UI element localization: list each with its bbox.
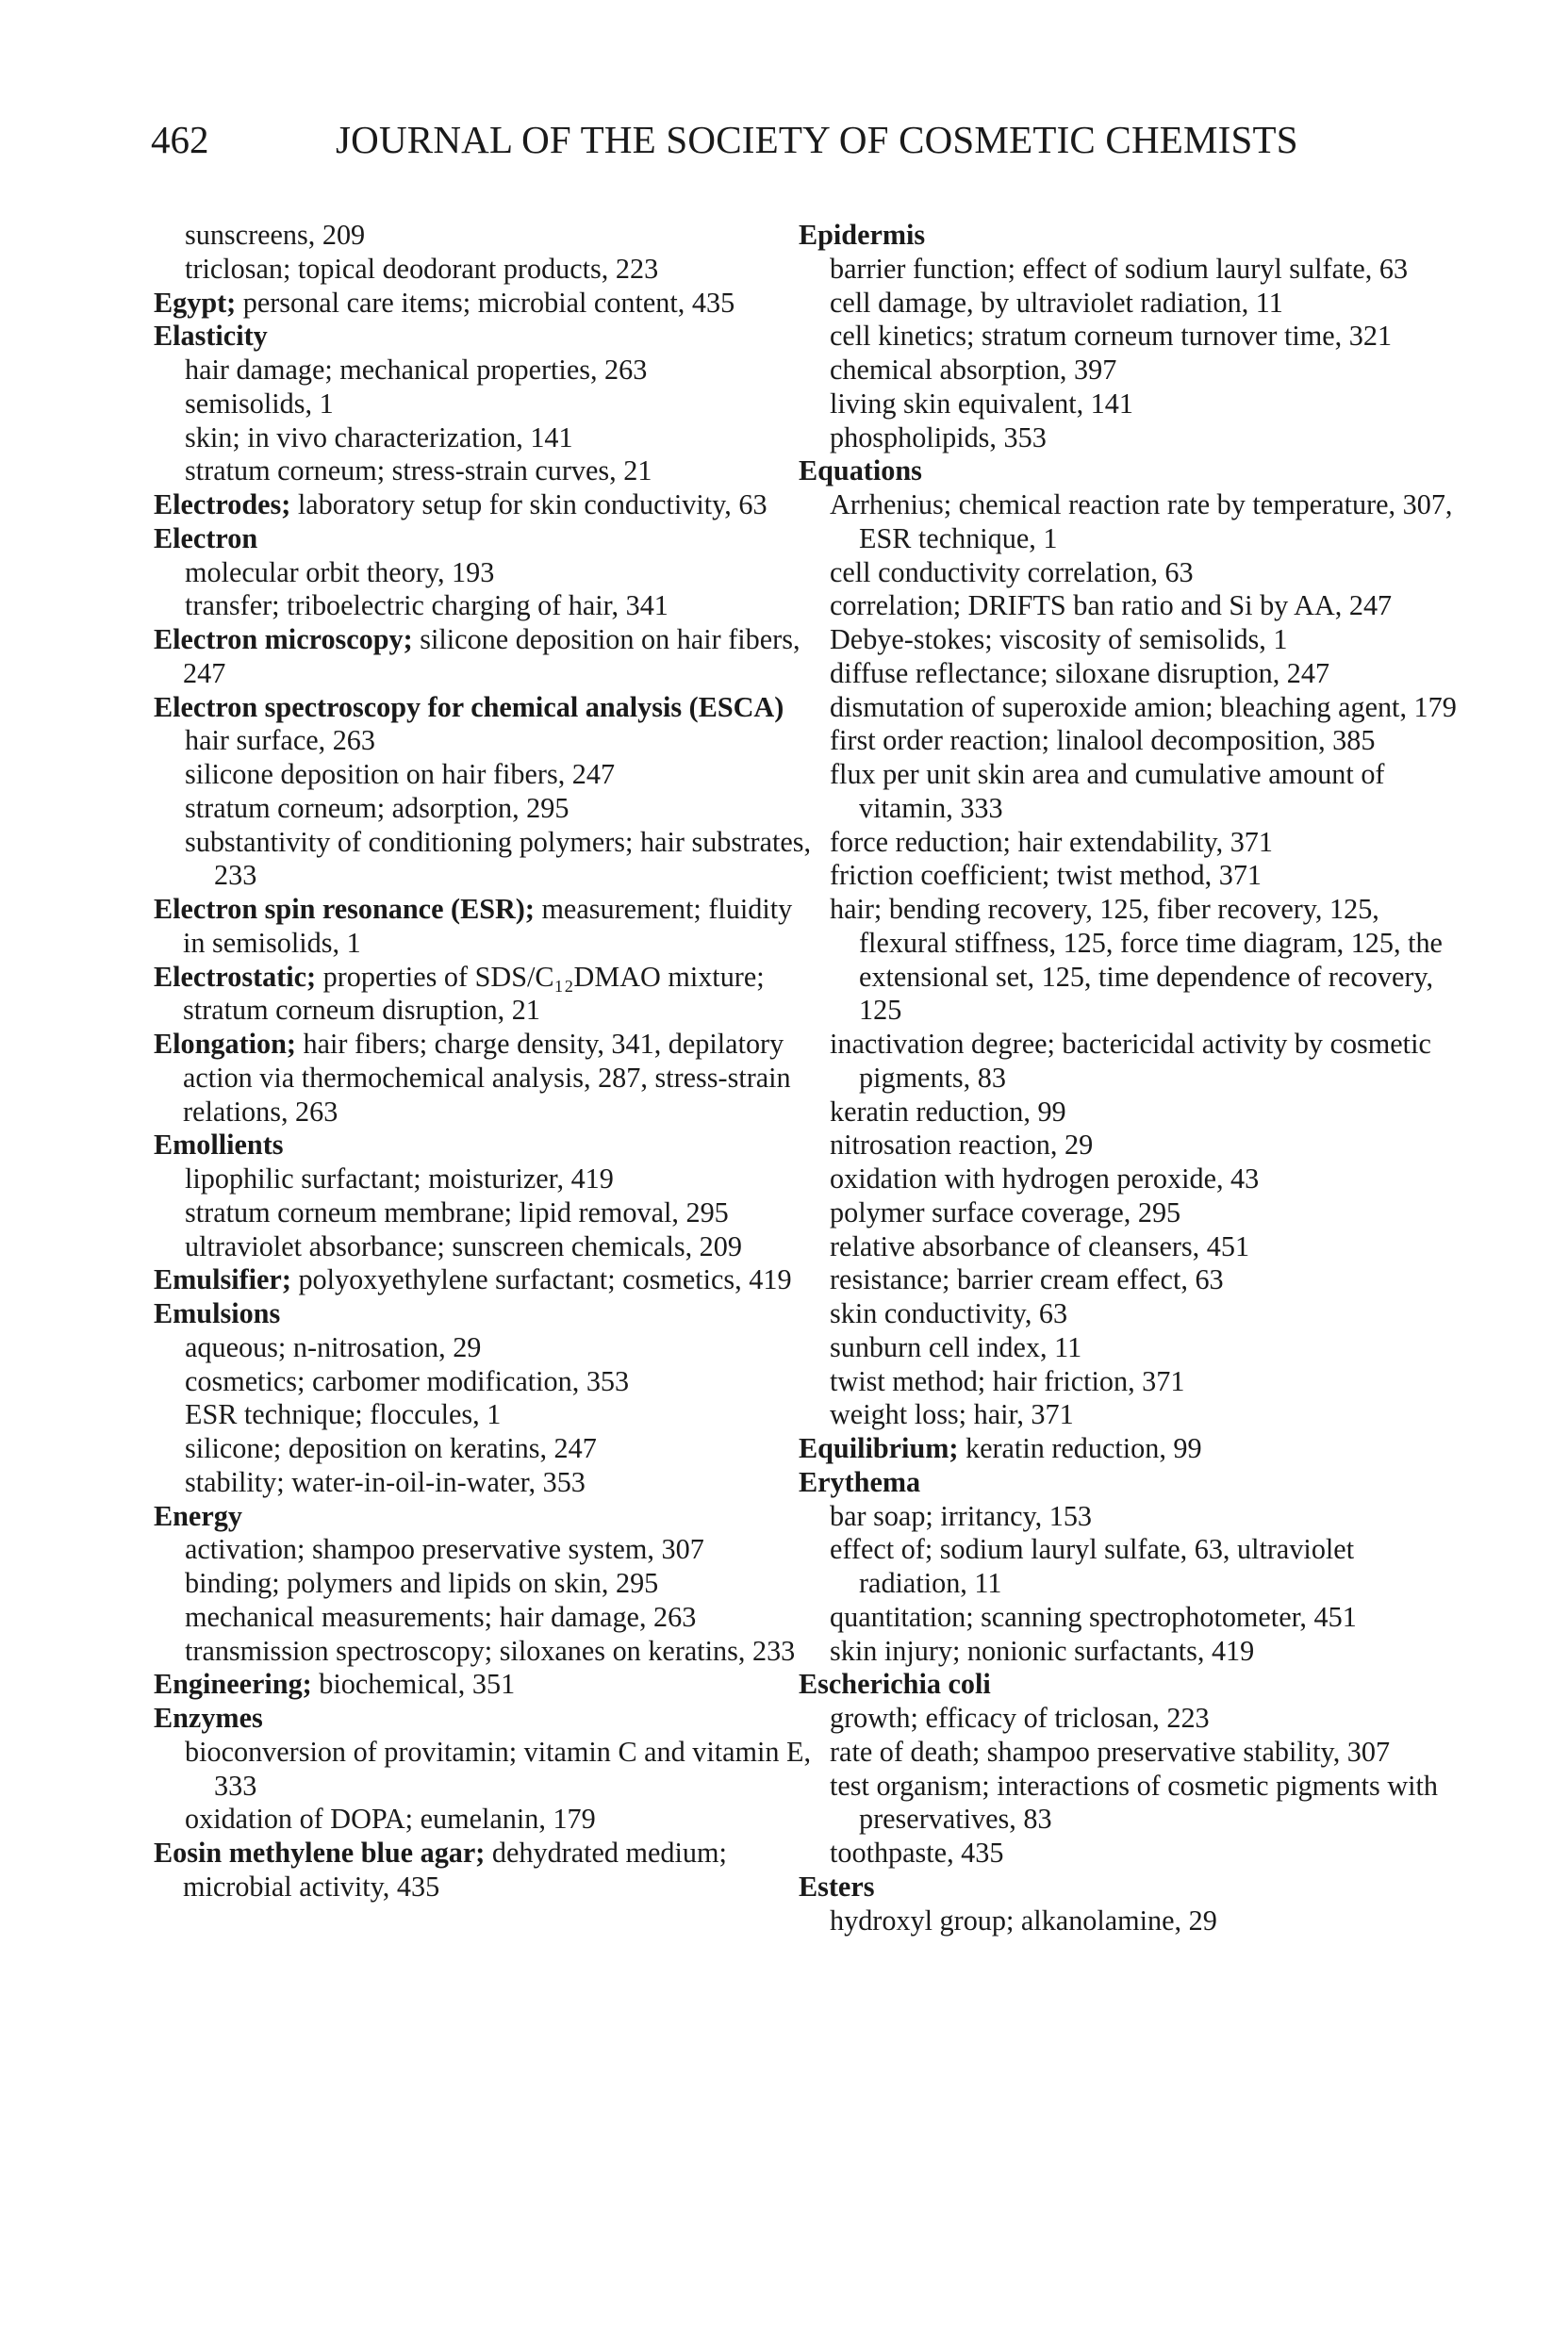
index-text: cell conductivity correlation, 63 bbox=[830, 555, 1194, 588]
index-text: friction coefficient; twist method, 371 bbox=[830, 859, 1263, 892]
index-subentry bbox=[154, 1601, 814, 1635]
index-text: living skin equivalent, 141 bbox=[830, 387, 1133, 420]
index-text: cosmetics; carbomer modification, 353 bbox=[185, 1364, 630, 1397]
index-text: mechanical measurements; hair damage, 263 bbox=[185, 1600, 697, 1633]
index-subentry bbox=[799, 826, 1459, 860]
index-subentry bbox=[799, 488, 1459, 556]
index-entry bbox=[154, 488, 814, 522]
index-term: Egypt; bbox=[154, 286, 237, 319]
index-text: rate of death; shampoo preservative stability, 307 bbox=[830, 1735, 1391, 1768]
index-subentry bbox=[799, 1096, 1459, 1129]
index-text: sunscreens, 209 bbox=[185, 219, 366, 251]
index-text: force reduction; hair extendability, 371 bbox=[830, 825, 1273, 858]
index-term: Electron spectroscopy for chemical analysis (ESCA) bbox=[154, 690, 784, 723]
index-subentry bbox=[799, 1837, 1459, 1871]
index-subentry bbox=[799, 589, 1459, 623]
index-text: flux per unit skin area and cumulative amount of vitamin, 333 bbox=[830, 758, 1385, 824]
index-entry bbox=[154, 1702, 814, 1736]
index-text: chemical absorption, 397 bbox=[830, 354, 1117, 386]
index-subentry bbox=[154, 758, 814, 792]
index-text: resistance; barrier cream effect, 63 bbox=[830, 1263, 1224, 1296]
index-subentry bbox=[799, 287, 1459, 321]
index-subentry bbox=[154, 421, 814, 455]
index-text: substantivity of conditioning polymers; hair substrates, 233 bbox=[185, 825, 812, 892]
index-entry bbox=[154, 522, 814, 556]
index-entry bbox=[154, 1028, 814, 1129]
index-subentry bbox=[799, 724, 1459, 758]
index-subentry bbox=[799, 893, 1459, 1028]
index-entry bbox=[154, 1129, 814, 1162]
index-entry bbox=[154, 320, 814, 354]
index-subentry bbox=[154, 1398, 814, 1432]
index-subentry bbox=[799, 1904, 1459, 1938]
index-subentry bbox=[799, 623, 1459, 657]
index-text: stratum corneum membrane; lipid removal, 295 bbox=[185, 1195, 729, 1228]
index-subentry bbox=[799, 758, 1459, 826]
index-entry bbox=[154, 1837, 814, 1904]
index-subentry bbox=[799, 253, 1459, 287]
index-term: Engineering; bbox=[154, 1668, 312, 1701]
index-term: Emulsifier; bbox=[154, 1263, 291, 1296]
index-text: inactivation degree; bactericidal activity by cosmetic pigments, 83 bbox=[830, 1028, 1431, 1094]
index-text: keratin reduction, 99 bbox=[830, 1095, 1066, 1128]
index-term: Equilibrium; bbox=[799, 1432, 959, 1464]
index-subentry bbox=[799, 691, 1459, 725]
index-text: hair fibers; charge density, 341, depilatory action via thermochemical analysis, 287, stress-strain relations, 263 bbox=[183, 1028, 791, 1128]
index-subentry bbox=[799, 1500, 1459, 1534]
index-subentry bbox=[799, 1702, 1459, 1736]
index-term: Eosin methylene blue agar; bbox=[154, 1837, 486, 1869]
index-subentry bbox=[154, 792, 814, 826]
index-term: Epidermis bbox=[799, 219, 926, 251]
index-subentry bbox=[799, 1736, 1459, 1770]
index-subentry bbox=[799, 1635, 1459, 1669]
index-subentry bbox=[154, 1196, 814, 1230]
index-text: personal care items; microbial content, 435 bbox=[236, 286, 735, 319]
index-term: Electron microscopy; bbox=[154, 623, 413, 655]
index-text: first order reaction; linalool decomposition, 385 bbox=[830, 724, 1376, 757]
index-subentry bbox=[799, 1331, 1459, 1365]
index-text: transmission spectroscopy; siloxanes on keratins, 233 bbox=[185, 1634, 796, 1667]
index-text: triclosan; topical deodorant products, 223 bbox=[185, 252, 659, 285]
index-entry bbox=[154, 961, 814, 1029]
index-subentry bbox=[154, 1567, 814, 1601]
index-text: stratum corneum; stress-strain curves, 21 bbox=[185, 454, 652, 487]
index-subentry bbox=[799, 859, 1459, 893]
index-term: Electron bbox=[154, 521, 258, 554]
index-term: Esters bbox=[799, 1870, 875, 1903]
index-text: aqueous; n-nitrosation, 29 bbox=[185, 1330, 482, 1363]
index-entry bbox=[799, 219, 1459, 253]
index-term: Emulsions bbox=[154, 1297, 281, 1329]
index-text: silicone deposition on hair fibers, 247 bbox=[183, 623, 801, 689]
index-column-left bbox=[154, 219, 814, 1904]
index-subentry bbox=[799, 1162, 1459, 1196]
index-text: polyoxyethylene surfactant; cosmetics, 419 bbox=[290, 1263, 792, 1296]
index-subentry bbox=[799, 387, 1459, 421]
index-column-right bbox=[799, 219, 1459, 1937]
index-text: binding; polymers and lipids on skin, 295 bbox=[185, 1567, 659, 1599]
journal-title: JOURNAL OF THE SOCIETY OF COSMETIC CHEMISTS bbox=[336, 118, 1298, 161]
index-entry bbox=[154, 623, 814, 691]
index-term: Equations bbox=[799, 454, 922, 487]
index-subentry bbox=[154, 454, 814, 488]
index-subentry bbox=[799, 1398, 1459, 1432]
index-text: keratin reduction, 99 bbox=[958, 1432, 1202, 1464]
index-subentry bbox=[799, 320, 1459, 354]
index-text: cell kinetics; stratum corneum turnover time, 321 bbox=[830, 320, 1393, 353]
index-text: activation; shampoo preservative system, 307 bbox=[185, 1533, 704, 1566]
index-subentry bbox=[154, 253, 814, 287]
index-text: measurement; fluidity in semisolids, 1 bbox=[183, 893, 793, 959]
index-subentry bbox=[799, 1533, 1459, 1601]
index-term: Electrodes; bbox=[154, 488, 291, 520]
index-text: hair surface, 263 bbox=[185, 724, 375, 757]
index-subentry bbox=[154, 556, 814, 590]
index-subentry bbox=[799, 1263, 1459, 1297]
index-term: Enzymes bbox=[154, 1702, 263, 1734]
index-subentry bbox=[154, 1365, 814, 1399]
index-text: nitrosation reaction, 29 bbox=[830, 1129, 1094, 1162]
index-subentry bbox=[154, 1162, 814, 1196]
index-text: twist method; hair friction, 371 bbox=[830, 1364, 1185, 1397]
index-subentry bbox=[799, 354, 1459, 387]
index-text: polymer surface coverage, 295 bbox=[830, 1195, 1181, 1228]
index-subentry bbox=[799, 1028, 1459, 1096]
index-term: Elongation; bbox=[154, 1028, 296, 1060]
index-entry bbox=[799, 1432, 1459, 1466]
index-subentry bbox=[799, 556, 1459, 590]
index-subentry bbox=[154, 1466, 814, 1500]
index-text: hair damage; mechanical properties, 263 bbox=[185, 354, 648, 386]
index-text: dehydrated medium; microbial activity, 435 bbox=[183, 1837, 727, 1903]
index-text: molecular orbit theory, 193 bbox=[185, 555, 495, 588]
index-text: barrier function; effect of sodium lauryl sulfate, 63 bbox=[830, 252, 1409, 285]
index-text: biochemical, 351 bbox=[311, 1668, 516, 1701]
index-entry bbox=[154, 1668, 814, 1702]
index-subentry bbox=[154, 1736, 814, 1804]
index-subentry bbox=[799, 421, 1459, 455]
index-subentry bbox=[154, 387, 814, 421]
index-text: correlation; DRIFTS ban ratio and Si by AA, 247 bbox=[830, 589, 1393, 622]
index-subentry bbox=[154, 1635, 814, 1669]
index-text: effect of; sodium lauryl sulfate, 63, ultraviolet radiation, 11 bbox=[830, 1533, 1355, 1599]
index-subentry bbox=[154, 724, 814, 758]
index-subentry bbox=[799, 657, 1459, 691]
index-text: hydroxyl group; alkanolamine, 29 bbox=[830, 1904, 1217, 1937]
index-term: Emollients bbox=[154, 1129, 284, 1162]
index-text: dismutation of superoxide amion; bleaching agent, 179 bbox=[830, 690, 1457, 723]
index-text: quantitation; scanning spectrophotometer, 451 bbox=[830, 1600, 1357, 1633]
index-text: Debye-stokes; viscosity of semisolids, 1 bbox=[830, 623, 1288, 655]
index-text: bioconversion of provitamin; vitamin C and vitamin E, 333 bbox=[185, 1735, 812, 1802]
index-text: hair; bending recovery, 125, fiber recovery, 125, flexural stiffness, 125, force time diagram, 125, the extensional set, 125, time dependence of recovery, 125 bbox=[830, 893, 1443, 1027]
index-term: Erythema bbox=[799, 1465, 921, 1498]
index-term: Escherichia coli bbox=[799, 1668, 991, 1701]
index-subentry bbox=[799, 1230, 1459, 1264]
index-text: properties of SDS/C₁₂DMAO mixture; stratum corneum disruption, 21 bbox=[183, 960, 765, 1027]
index-term: Electron spin resonance (ESR); bbox=[154, 893, 535, 925]
index-text: bar soap; irritancy, 153 bbox=[830, 1499, 1093, 1532]
index-subentry bbox=[154, 589, 814, 623]
index-text: semisolids, 1 bbox=[185, 387, 334, 420]
index-text: silicone; deposition on keratins, 247 bbox=[185, 1432, 597, 1464]
index-entry bbox=[799, 454, 1459, 488]
index-entry bbox=[799, 1466, 1459, 1500]
index-subentry bbox=[799, 1196, 1459, 1230]
index-subentry bbox=[799, 1770, 1459, 1838]
index-text: ESR technique; floccules, 1 bbox=[185, 1398, 502, 1431]
index-entry bbox=[154, 287, 814, 321]
running-header bbox=[151, 111, 1433, 168]
index-text: weight loss; hair, 371 bbox=[830, 1398, 1074, 1431]
index-subentry bbox=[154, 1331, 814, 1365]
index-entry bbox=[154, 893, 814, 961]
index-subentry bbox=[154, 826, 814, 894]
index-entry bbox=[154, 1500, 814, 1534]
index-text: oxidation of DOPA; eumelanin, 179 bbox=[185, 1803, 596, 1836]
index-text: diffuse reflectance; siloxane disruption, 247 bbox=[830, 656, 1330, 689]
index-text: skin; in vivo characterization, 141 bbox=[185, 420, 573, 453]
index-subentry bbox=[799, 1129, 1459, 1162]
index-text: transfer; triboelectric charging of hair, 341 bbox=[185, 589, 668, 622]
index-entry bbox=[799, 1871, 1459, 1904]
index-entry bbox=[799, 1668, 1459, 1702]
index-subentry bbox=[154, 1803, 814, 1837]
index-subentry bbox=[799, 1601, 1459, 1635]
index-subentry bbox=[154, 1533, 814, 1567]
index-text: ultraviolet absorbance; sunscreen chemicals, 209 bbox=[185, 1229, 742, 1262]
index-text: skin conductivity, 63 bbox=[830, 1297, 1068, 1329]
index-subentry bbox=[154, 1230, 814, 1264]
index-subentry bbox=[154, 354, 814, 387]
index-text: silicone deposition on hair fibers, 247 bbox=[185, 758, 616, 790]
index-term: Electrostatic; bbox=[154, 960, 317, 993]
index-text: stability; water-in-oil-in-water, 353 bbox=[185, 1465, 586, 1498]
index-text: lipophilic surfactant; moisturizer, 419 bbox=[185, 1162, 614, 1195]
index-text: toothpaste, 435 bbox=[830, 1837, 1004, 1869]
index-subentry bbox=[154, 1432, 814, 1466]
index-term: Elasticity bbox=[154, 320, 268, 353]
index-text: growth; efficacy of triclosan, 223 bbox=[830, 1702, 1210, 1734]
index-term: Energy bbox=[154, 1499, 242, 1532]
index-text: phospholipids, 353 bbox=[830, 420, 1047, 453]
index-text: cell damage, by ultraviolet radiation, 11 bbox=[830, 286, 1283, 319]
index-entry bbox=[154, 1297, 814, 1331]
index-subentry bbox=[799, 1297, 1459, 1331]
index-text: sunburn cell index, 11 bbox=[830, 1330, 1082, 1363]
index-text: skin injury; nonionic surfactants, 419 bbox=[830, 1634, 1255, 1667]
index-text: Arrhenius; chemical reaction rate by temperature, 307, ESR technique, 1 bbox=[830, 488, 1453, 554]
index-text: relative absorbance of cleansers, 451 bbox=[830, 1229, 1250, 1262]
index-subentry bbox=[154, 219, 814, 253]
index-text: stratum corneum; adsorption, 295 bbox=[185, 791, 569, 824]
index-text: oxidation with hydrogen peroxide, 43 bbox=[830, 1162, 1260, 1195]
index-entry bbox=[154, 1263, 814, 1297]
index-text: laboratory setup for skin conductivity, 63 bbox=[290, 488, 767, 520]
index-subentry bbox=[799, 1365, 1459, 1399]
index-entry bbox=[154, 691, 814, 725]
page-number: 462 bbox=[151, 118, 209, 161]
index-text: test organism; interactions of cosmetic pigments with preservatives, 83 bbox=[830, 1769, 1439, 1836]
